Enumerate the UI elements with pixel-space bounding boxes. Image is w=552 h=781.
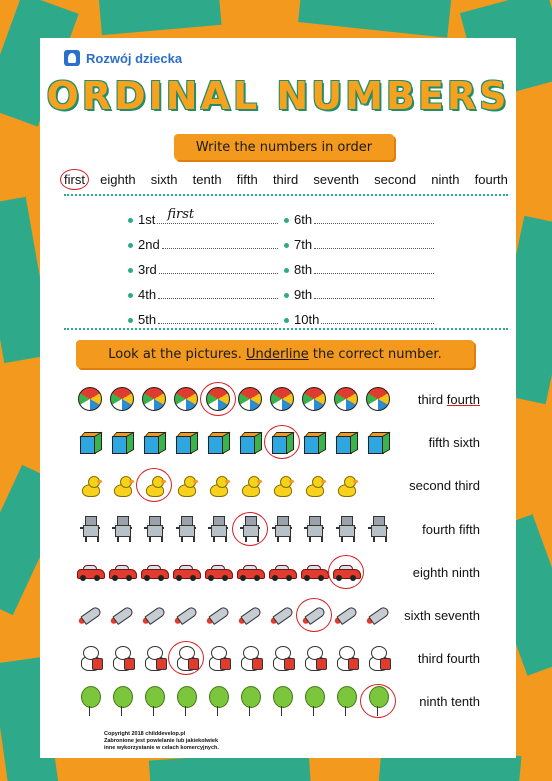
answer-options (418, 392, 480, 407)
answer-option[interactable]: seventh (434, 608, 480, 623)
word-bank-word: sixth (150, 172, 178, 187)
answer-options (418, 651, 480, 666)
duck-icon[interactable] (300, 470, 328, 500)
balloon-icon[interactable] (364, 686, 392, 716)
ordinal-label: 7th (294, 237, 313, 252)
bullet-icon (128, 218, 133, 223)
polar-bear-icon[interactable] (300, 643, 328, 673)
answer-options (409, 478, 480, 493)
rocket-icon[interactable] (332, 600, 360, 630)
brand-name: Rozwój dziecka (86, 50, 183, 66)
rocket-icon[interactable] (364, 600, 392, 630)
picture-row-car (76, 557, 480, 591)
copyright-line: inne wykorzystanie w celach komercyjnych. (104, 745, 219, 751)
ordinal-row (128, 202, 278, 227)
ordinal-label: 9th (294, 287, 313, 302)
word-bank-word: first (64, 172, 85, 187)
balloon-icon[interactable] (332, 686, 360, 716)
ordinal-label: 6th (294, 212, 313, 227)
picture-sequence (76, 600, 392, 630)
duck-icon[interactable] (204, 470, 232, 500)
rocket-icon[interactable] (268, 600, 296, 630)
answer-option[interactable]: fifth (428, 435, 450, 451)
answer-option[interactable]: ninth (419, 694, 448, 710)
ordinal-row (284, 277, 434, 302)
answer-blank[interactable] (157, 209, 278, 224)
divider (64, 194, 508, 196)
duck-icon[interactable] (332, 470, 360, 500)
word-bank-word: fifth (236, 172, 258, 187)
robot-icon[interactable] (268, 514, 296, 544)
car-icon[interactable] (300, 557, 328, 587)
robot-icon[interactable] (204, 514, 232, 544)
answer-option[interactable]: tenth (451, 694, 480, 710)
beach-ball-icon[interactable] (332, 384, 360, 414)
answer-blank[interactable] (321, 309, 434, 324)
robot-icon[interactable] (364, 514, 392, 544)
ordinal-row (128, 302, 278, 327)
rocket-icon[interactable] (236, 600, 264, 630)
bullet-icon (284, 218, 289, 223)
ordinal-label: 4th (138, 287, 157, 302)
answer-option[interactable]: third (454, 478, 480, 494)
beach-ball-icon[interactable] (268, 384, 296, 414)
picture-sequence (76, 557, 360, 587)
car-icon[interactable] (236, 557, 264, 587)
answer-option[interactable]: second (409, 478, 452, 494)
picture-row-cube (76, 427, 480, 461)
handwritten-answer: first (167, 207, 195, 222)
picture-sequence (76, 470, 360, 500)
car-icon[interactable] (140, 557, 168, 587)
ordinal-label: 5th (138, 312, 157, 327)
picture-sequence (76, 686, 392, 716)
polar-bear-icon[interactable] (76, 643, 104, 673)
beach-ball-icon[interactable] (140, 384, 168, 414)
rocket-icon[interactable] (204, 600, 232, 630)
copyright-notice (104, 731, 219, 752)
balloon-icon[interactable] (140, 686, 168, 716)
answer-blank[interactable] (314, 259, 434, 274)
beach-ball-icon[interactable] (172, 384, 200, 414)
divider (64, 328, 508, 330)
answer-option[interactable]: fifth (459, 521, 480, 537)
balloon-icon[interactable] (204, 686, 232, 716)
car-icon[interactable] (108, 557, 136, 587)
ordinal-label: 1st (138, 212, 156, 227)
answer-option[interactable]: fourth (446, 392, 480, 407)
ordinal-label: 3rd (138, 262, 157, 277)
picture-row-duck (76, 470, 480, 504)
balloon-icon[interactable] (172, 686, 200, 716)
cube-icon[interactable] (332, 427, 360, 457)
car-icon[interactable] (204, 557, 232, 587)
picture-row-balloon (76, 686, 480, 720)
cube-icon[interactable] (108, 427, 136, 457)
copyright-line: Zabronione jest powielanie lub jakiekolwiek (104, 738, 219, 744)
brand-logo[interactable] (64, 50, 182, 66)
cube-icon[interactable] (172, 427, 200, 457)
ordinal-row (284, 302, 434, 327)
instruction-text-1: Write the numbers in order (195, 139, 373, 155)
rocket-icon[interactable] (172, 600, 200, 630)
polar-bear-icon[interactable] (140, 643, 168, 673)
cube-icon[interactable] (204, 427, 232, 457)
word-bank-word: second (374, 172, 417, 187)
robot-icon[interactable] (108, 514, 136, 544)
answer-options (404, 608, 480, 623)
ordinal-row (128, 252, 278, 277)
picture-sequence (76, 384, 392, 414)
ordinal-row (284, 252, 434, 277)
cube-icon[interactable] (76, 427, 104, 457)
answer-blank[interactable] (158, 284, 278, 299)
polar-bear-icon[interactable] (332, 643, 360, 673)
ordinal-column-left (128, 202, 278, 327)
duck-icon[interactable] (268, 470, 296, 500)
bullet-icon (128, 293, 133, 298)
duck-icon[interactable] (172, 470, 200, 500)
answer-option[interactable]: eighth (412, 564, 449, 580)
word-bank-word: eighth (100, 172, 136, 187)
word-bank-word: tenth (192, 172, 222, 187)
page-title: ORDINAL NUMBERS (46, 74, 510, 118)
balloon-icon[interactable] (108, 686, 136, 716)
car-icon[interactable] (172, 557, 200, 587)
rocket-icon[interactable] (76, 600, 104, 630)
word-bank-word: ninth (431, 172, 460, 187)
duck-icon[interactable] (236, 470, 264, 500)
answer-blank[interactable] (158, 309, 278, 324)
answer-option[interactable]: sixth (404, 608, 431, 623)
polar-bear-icon[interactable] (364, 643, 392, 673)
ordinal-column-right (284, 202, 434, 327)
answer-blank[interactable] (314, 284, 434, 299)
word-bank-word: fourth (474, 172, 508, 187)
balloon-icon[interactable] (300, 686, 328, 716)
answer-blank[interactable] (314, 234, 434, 249)
duck-icon[interactable] (140, 470, 168, 500)
beach-ball-icon[interactable] (76, 384, 104, 414)
robot-icon[interactable] (300, 514, 328, 544)
picture-sequence (76, 643, 392, 673)
car-icon[interactable] (332, 557, 360, 587)
bullet-icon (128, 243, 133, 248)
robot-icon[interactable] (76, 514, 104, 544)
polar-bear-icon[interactable] (108, 643, 136, 673)
car-icon[interactable] (76, 557, 104, 587)
beach-ball-icon[interactable] (204, 384, 232, 414)
instruction-banner-1 (174, 134, 394, 160)
word-bank-word: seventh (313, 172, 359, 187)
answer-blank[interactable] (162, 234, 278, 249)
picture-sequence (76, 514, 392, 544)
answer-blank[interactable] (314, 209, 434, 224)
balloon-icon[interactable] (268, 686, 296, 716)
bullet-icon (284, 243, 289, 248)
instruction-text-2-before: Look at the pictures. (108, 346, 242, 362)
beach-ball-icon[interactable] (364, 384, 392, 414)
bullet-icon (284, 318, 289, 323)
cube-icon[interactable] (300, 427, 328, 457)
robot-icon[interactable] (140, 514, 168, 544)
picture-row-robot (76, 514, 480, 548)
polar-bear-icon[interactable] (204, 643, 232, 673)
duck-icon[interactable] (108, 470, 136, 500)
brand-icon (64, 50, 80, 66)
ordinal-row (128, 227, 278, 252)
ordinal-row (284, 202, 434, 227)
bullet-icon (128, 268, 133, 273)
robot-icon[interactable] (332, 514, 360, 544)
picture-row-rocket (76, 600, 480, 634)
answer-option[interactable]: fourth (446, 651, 480, 667)
copyright-line: Copyright 2018 childdevelop.pl (104, 731, 186, 737)
ordinal-row (128, 277, 278, 302)
robot-icon[interactable] (236, 514, 264, 544)
cube-icon[interactable] (140, 427, 168, 457)
bullet-icon (128, 318, 133, 323)
answer-options (413, 565, 480, 580)
polar-bear-icon[interactable] (172, 643, 200, 673)
instruction-text-2-after: the correct number. (312, 346, 442, 362)
polar-bear-icon[interactable] (236, 643, 264, 673)
cube-icon[interactable] (268, 427, 296, 457)
answer-option[interactable]: third (417, 392, 444, 407)
answer-options (419, 694, 480, 709)
robot-icon[interactable] (172, 514, 200, 544)
instruction-text-2-underline: Underline (245, 346, 309, 362)
rocket-icon[interactable] (300, 600, 328, 630)
beach-ball-icon[interactable] (108, 384, 136, 414)
instruction-banner-2 (76, 340, 474, 368)
answer-option[interactable]: ninth (451, 564, 480, 580)
duck-icon[interactable] (76, 470, 104, 500)
balloon-icon[interactable] (76, 686, 104, 716)
ordinal-row (284, 227, 434, 252)
polar-bear-icon[interactable] (268, 643, 296, 673)
balloon-icon[interactable] (236, 686, 264, 716)
rocket-icon[interactable] (108, 600, 136, 630)
word-bank (64, 172, 508, 187)
answer-options (429, 435, 480, 450)
bullet-icon (284, 293, 289, 298)
ordinal-label: 8th (294, 262, 313, 277)
picture-sequence (76, 427, 392, 457)
answer-option[interactable]: sixth (453, 435, 480, 451)
answer-blank[interactable] (159, 259, 278, 274)
beach-ball-icon[interactable] (300, 384, 328, 414)
ordinal-label: 2nd (138, 237, 160, 252)
picture-row-polar-bear (76, 643, 480, 677)
answer-options (422, 522, 480, 537)
car-icon[interactable] (268, 557, 296, 587)
picture-row-beach-ball (76, 384, 480, 418)
worksheet (40, 38, 516, 758)
beach-ball-icon[interactable] (236, 384, 264, 414)
answer-option[interactable]: fourth (422, 521, 456, 537)
cube-icon[interactable] (236, 427, 264, 457)
bullet-icon (284, 268, 289, 273)
rocket-icon[interactable] (140, 600, 168, 630)
cube-icon[interactable] (364, 427, 392, 457)
answer-option[interactable]: third (417, 651, 444, 667)
word-bank-word: third (272, 172, 299, 187)
ordinal-label: 10th (294, 312, 320, 327)
